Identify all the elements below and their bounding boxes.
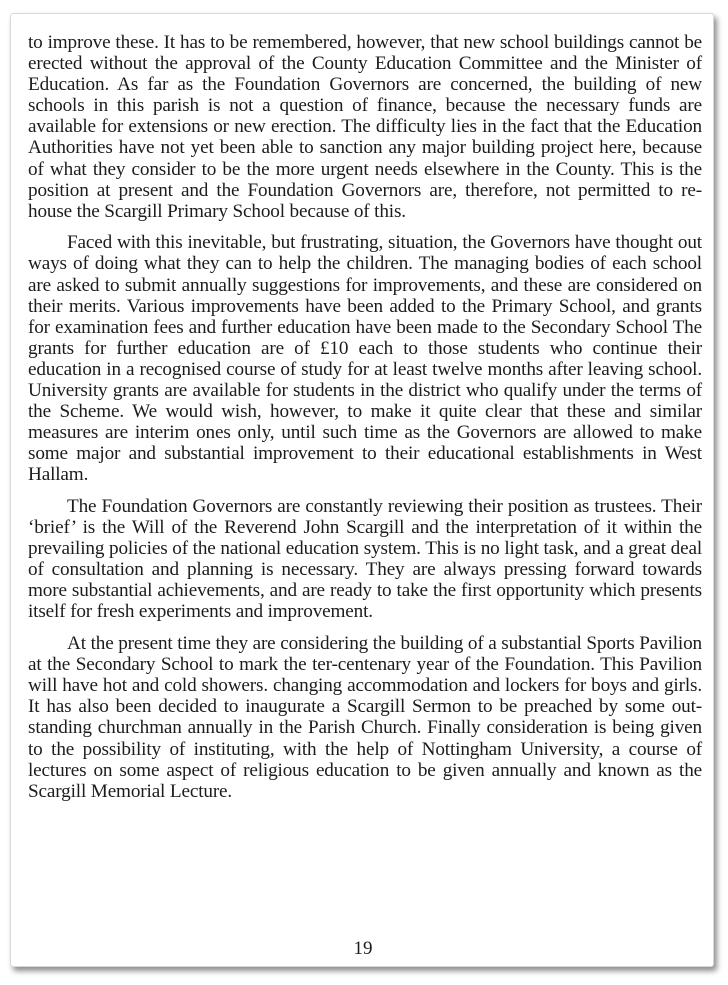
paragraph-2: Faced with this inevitable, but frustrating, situation, the Governors have thought out ways of doing what they can to help the children. The managing bodies of each school are asked to submit annually suggestions for improvements, and these are considered on their merits. Various improvements have been added to the Primary School, and grants for examination fees and further education have been made to the Secondary School The grants for further education are of £10 each to those students who continue their education in a recognised course of study for at least twelve months after leaving school. University grants are available for students in the district who qualify under the terms of the Scheme. We would wish, however, to make it quite clear that these and similar measures are interim ones only, until such time as the Governors are allowed to make some major and substantial improvement to their educational establishments in West Hallam. (28, 232, 702, 486)
paragraph-4: At the present time they are considering the building of a substantial Sports Pavilion at the Secondary School to mark the ter-centenary year of the Foundation. This Pavilion will have hot and cold showers. changing accommodation and lockers for boys and girls. It has also been decided to inaugurate a Scargill Sermon to be preached by some out-standing churchman annually in the Parish Church. Finally consideration is being given to the possibility of instituting, with the help of Nottingham University, a course of lectures on some aspect of religious education to be given annually and known as the Scargill Memorial Lecture. (28, 633, 702, 802)
paragraph-3: The Foundation Governors are constantly reviewing their position as trustees. Their ‘brief’ is the Will of the Reverend John Scargill and the interpretation of it within the prevailing policies of the national education system. This is no light task, and a great deal of consultation and planning is necessary. They are always pressing forward towards more substantial achievements, and are ready to take the first opportunity which presents itself for fresh experiments and improvement. (28, 495, 702, 623)
paragraph-1: to improve these. It has to be remembered, however, that new school buildings cannot be erected without the approval of the County Education Committee and the Minister of Education. As far as the Foundation Governors are concerned, the building of new schools in this parish is not a question of finance, because the necessary funds are available for extensions or new erection. The difficulty lies in the fact that the Education Authorities have not yet been able to sanction any major building project here, because of what they consider to be the more urgent needs elsewhere in the County. This is the position at present and the Foundation Governors are, therefore, not permitted to re-house the Scargill Primary School because of this. (28, 32, 702, 222)
document-page (10, 13, 714, 967)
page-number: 19 (353, 938, 373, 959)
body-text (28, 32, 702, 812)
